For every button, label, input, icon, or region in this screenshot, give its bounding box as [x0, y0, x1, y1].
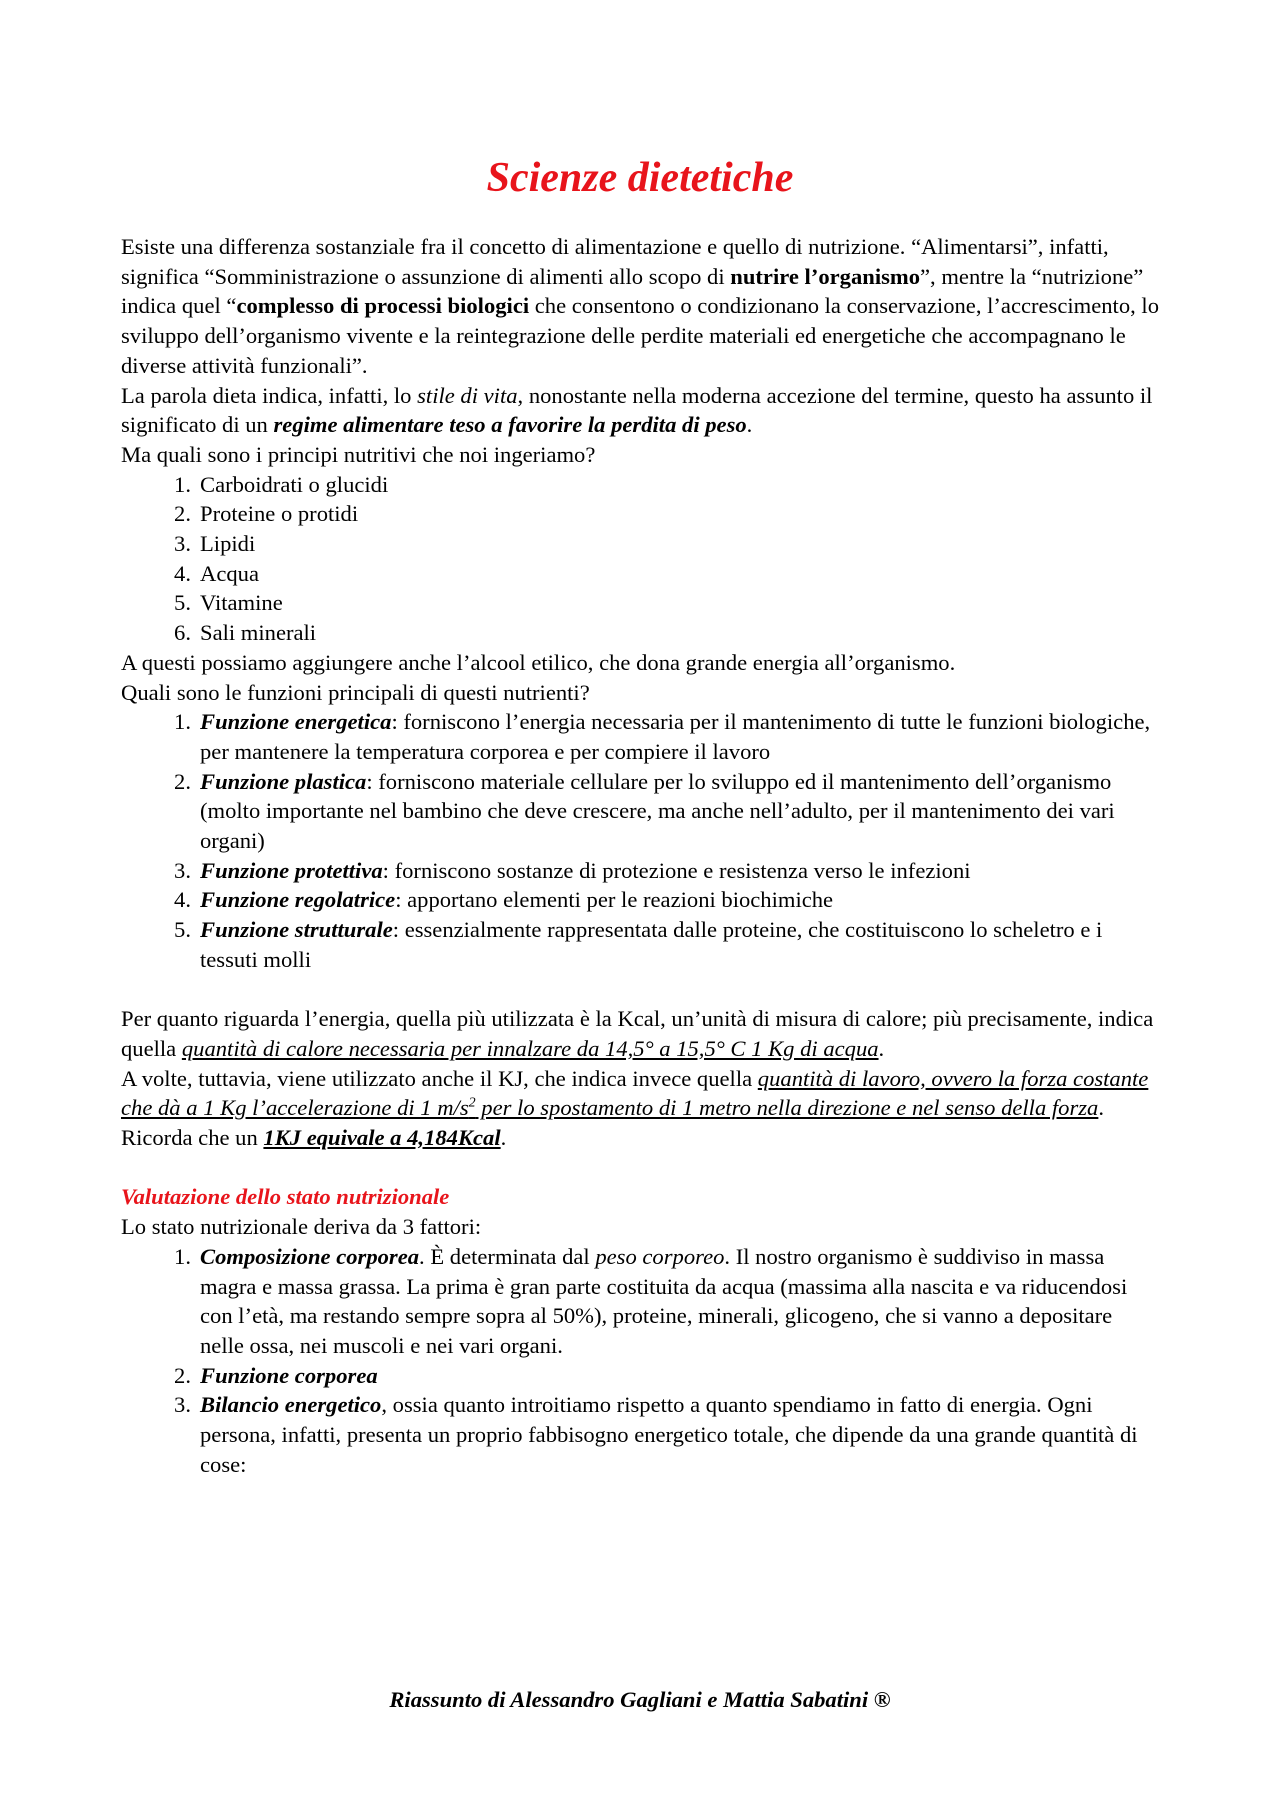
section-intro: Lo stato nutrizionale deriva da 3 fattori:: [121, 1214, 482, 1240]
list-number: 1.: [174, 709, 191, 735]
list-item: [121, 499, 1161, 529]
list-number: 3.: [174, 857, 191, 883]
question-nutrients: Ma quali sono i principi nutritivi che noi ingeriamo?: [121, 441, 596, 467]
list-number: 6.: [174, 620, 191, 646]
list-item-label: Sali minerali: [200, 620, 317, 646]
kcal-text: Per quanto riguarda l’energia, quella più utilizzata è la Kcal, un’unità di misura di calore; più precisamente, indica quella: [121, 1006, 1154, 1061]
superscript: 2: [468, 1095, 476, 1111]
kj-text: .: [1098, 1095, 1105, 1121]
question-functions: Quali sono le funzioni principali di questi nutrienti?: [121, 679, 590, 705]
kcal-text: .: [878, 1035, 885, 1061]
list-item-label: Lipidi: [200, 531, 256, 557]
list-number: 1.: [174, 1243, 191, 1269]
list-number: 5.: [174, 917, 191, 943]
diet-paragraph: [121, 381, 1161, 440]
list-item-label: Vitamine: [200, 590, 283, 616]
list-item: [121, 618, 1161, 648]
list-item: [121, 1361, 1161, 1391]
list-number: 3.: [174, 531, 191, 557]
paragraph-spacer: [121, 1153, 1161, 1183]
kj-text: A volte, tuttavia, viene utilizzato anche il KJ, che indica invece quella: [121, 1065, 758, 1091]
list-item: [121, 588, 1161, 618]
nutrients-list: [121, 470, 1161, 648]
list-item-label: Proteine o protidi: [200, 501, 359, 527]
diet-text: , nonostante nella moderna accezione del termine, questo ha assunto il significato di un: [121, 382, 1153, 438]
diet-italic-term: stile di vita: [417, 382, 518, 408]
function-term: Funzione regolatrice: [200, 887, 396, 913]
paragraph-spacer: [121, 975, 1161, 1005]
factor-text: . Il nostro organismo è suddiviso in massa magra e massa grassa. La prima è gran parte costituita da acqua (massima alla nascita e va riducendosi con l’età, ma restando sempre sopra al 50%), proteine, minerali, glicogeno, che si vanno a depositare nelle ossa, nei muscoli e nei vari organi.: [200, 1243, 1128, 1358]
list-item: [121, 1390, 1161, 1479]
list-item: [121, 707, 1161, 766]
list-number: 1.: [174, 471, 191, 497]
list-number: 2.: [174, 501, 191, 527]
list-number: 4.: [174, 887, 191, 913]
list-item-label: Carboidrati o glucidi: [200, 471, 389, 497]
factor-term: Funzione corporea: [200, 1362, 378, 1388]
function-description: : forniscono l’energia necessaria per il mantenimento di tutte le funzioni biologiche, per mantenere la temperatura corporea e per compiere il lavoro: [200, 709, 1151, 764]
function-term: Funzione plastica: [200, 768, 367, 794]
list-item: [121, 470, 1161, 500]
diet-bold-italic-term: regime alimentare teso a favorire la perdita di peso: [273, 412, 747, 438]
list-item: [121, 915, 1161, 974]
function-term: Funzione energetica: [200, 709, 392, 735]
kj-definition: quantità di lavoro, ovvero la forza costante che dà a 1 Kg l’accelerazione di 1 m/s: [121, 1065, 1149, 1121]
alcohol-paragraph: A questi possiamo aggiungere anche l’alcool etilico, che dona grande energia all’organismo.: [121, 649, 956, 675]
factor-italic-term: peso corporeo: [595, 1243, 725, 1269]
page-footer: Riassunto di Alessandro Gagliani e Mattia Sabatini ®: [389, 1687, 891, 1712]
document-body: [121, 232, 1161, 1480]
functions-list: [121, 707, 1161, 974]
intro-text: ”, mentre la “nutrizione” indica quel “: [121, 263, 1144, 319]
function-term: Funzione strutturale: [200, 917, 393, 943]
function-description: : forniscono materiale cellulare per lo sviluppo ed il mantenimento dell’organismo (molto importante nel bambino che deve crescere, ma anche nell’adulto, per il mantenimento dei vari organi): [200, 768, 1115, 854]
list-item-label: Acqua: [200, 560, 259, 586]
list-number: 5.: [174, 590, 191, 616]
factors-list: [121, 1242, 1161, 1480]
kj-paragraph: [121, 1064, 1161, 1123]
kcal-definition: quantità di calore necessaria per innalzare da 14,5° a 15,5° C 1 Kg di acqua: [181, 1035, 879, 1061]
list-item: [121, 1242, 1161, 1361]
function-description: : essenzialmente rappresentata dalle proteine, che costituiscono lo scheletro e i tessuti molli: [200, 917, 1103, 972]
section-heading: Valutazione dello stato nutrizionale: [121, 1184, 450, 1210]
list-number: 2.: [174, 768, 191, 794]
page-title: Scienze dietetiche: [486, 155, 794, 201]
list-item: [121, 885, 1161, 915]
list-item: [121, 529, 1161, 559]
factor-text: . È determinata dal: [419, 1243, 596, 1269]
list-number: 4.: [174, 560, 191, 586]
conversion-value: 1KJ equivale a 4,184Kcal: [263, 1125, 501, 1151]
factor-text: , ossia quanto introitiamo rispetto a quanto spendiamo in fatto di energia. Ogni persona, infatti, presenta un proprio fabbisogno energetico totale, che dipende da una grande quantità di cose:: [200, 1392, 1138, 1477]
intro-text: Esiste una differenza sostanziale fra il concetto di alimentazione e quello di nutrizione. “Alimentarsi”, infatti, significa “Somministrazione o assunzione di alimenti allo scopo di: [121, 234, 1109, 289]
conversion-text: Ricorda che un: [121, 1125, 264, 1151]
function-term: Funzione protettiva: [200, 857, 383, 883]
diet-text: La parola dieta indica, infatti, lo: [121, 382, 418, 408]
kcal-paragraph: [121, 1004, 1161, 1063]
list-number: 2.: [174, 1362, 191, 1388]
kj-definition: per lo spostamento di 1 metro nella direzione e nel senso della forza: [475, 1095, 1099, 1121]
diet-text: .: [746, 412, 753, 438]
factor-term: Bilancio energetico: [200, 1392, 382, 1418]
function-description: : forniscono sostanze di protezione e resistenza verso le infezioni: [382, 857, 971, 883]
list-number: 3.: [174, 1392, 191, 1418]
list-item: [121, 767, 1161, 856]
list-item: [121, 856, 1161, 886]
conversion-text: .: [500, 1125, 507, 1151]
intro-text: che consentono o condizionano la conservazione, l’accrescimento, lo sviluppo dell’organismo vivente e la reintegrazione delle perdite materiali ed energetiche che accompagnano le diverse attività funzionali”.: [121, 293, 1159, 378]
factor-term: Composizione corporea: [200, 1243, 420, 1269]
conversion-paragraph: [121, 1123, 1161, 1153]
intro-paragraph: [121, 232, 1161, 381]
intro-bold-term: complesso di processi biologici: [236, 293, 530, 319]
list-item: [121, 559, 1161, 589]
function-description: : apportano elementi per le reazioni biochimiche: [395, 887, 834, 913]
intro-bold-term: nutrire l’organismo: [730, 263, 921, 289]
